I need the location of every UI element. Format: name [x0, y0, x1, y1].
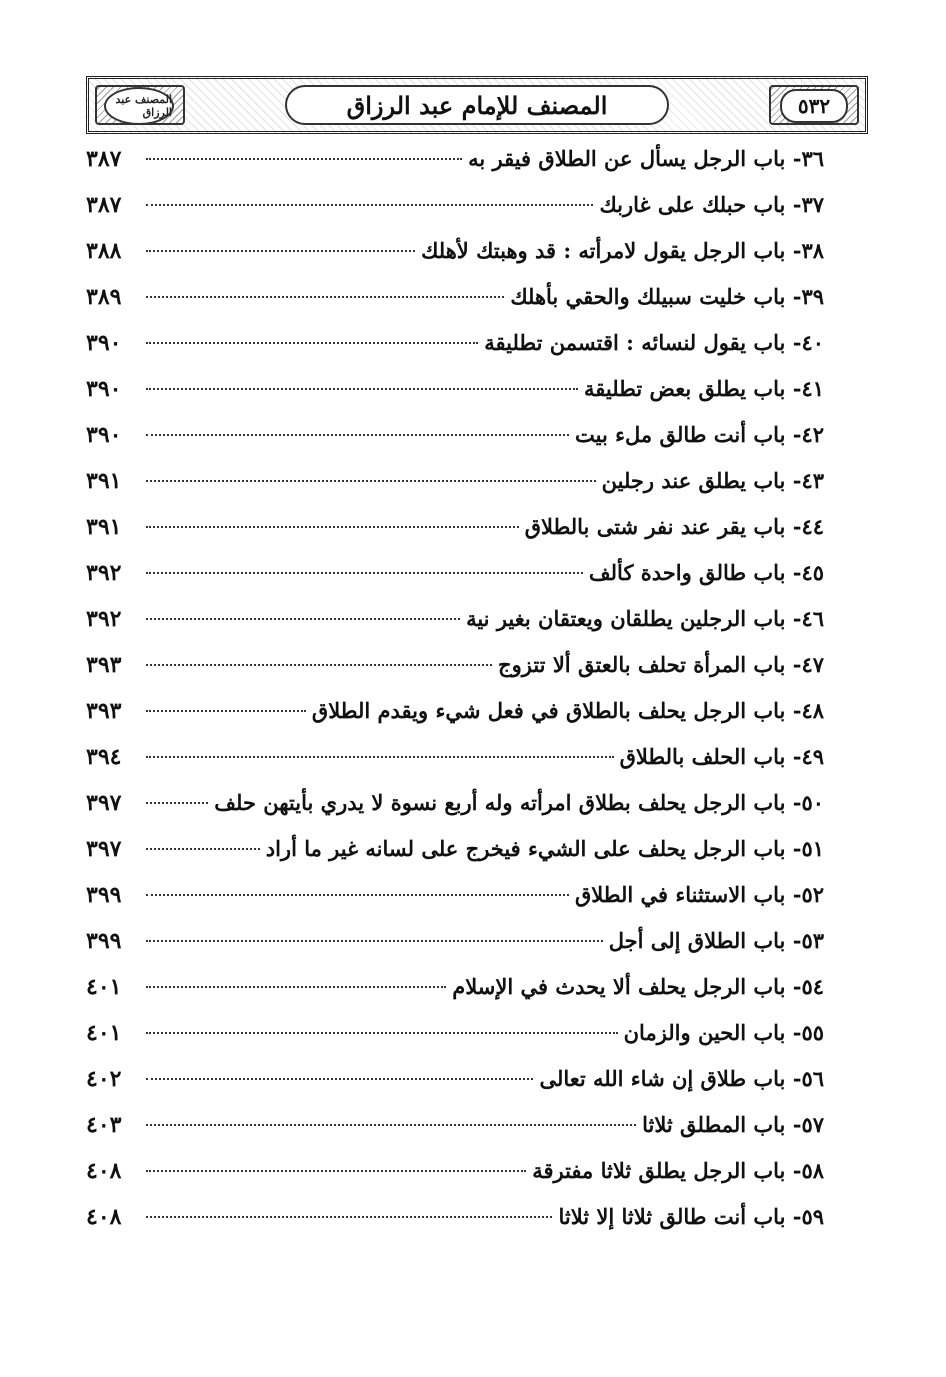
toc-entry-label: ٤٠- باب يقول لنسائه : اقتسمن تطليقة [484, 330, 824, 355]
toc-entry-page: ٣٨٧ [86, 146, 122, 172]
dot-leader [146, 1078, 533, 1080]
toc-entry [86, 928, 824, 974]
toc-entry-page: ٣٩٤ [86, 744, 122, 770]
toc-entry-page: ٤٠٣ [86, 1112, 122, 1138]
toc-entry [86, 1204, 824, 1250]
dot-leader [146, 664, 492, 666]
toc-entry-label: ٤٥- باب طالق واحدة كألف [588, 560, 824, 585]
toc-entry-page: ٤٠٢ [86, 1066, 122, 1092]
toc-entry-label: ٤٧- باب المرأة تحلف بالعتق ألا تتزوج [498, 652, 824, 677]
dot-leader [146, 342, 478, 344]
dot-leader [146, 1124, 636, 1126]
toc-entry-page: ٣٩٧ [86, 836, 122, 862]
toc-entry [86, 836, 824, 882]
dot-leader [146, 296, 504, 298]
toc-entry [86, 376, 824, 422]
toc-entry [86, 514, 824, 560]
toc-entry-page: ٣٩٠ [86, 422, 122, 448]
toc-entry-page: ٣٩٩ [86, 928, 122, 954]
dot-leader [146, 802, 208, 804]
toc-entry-page: ٣٨٩ [86, 284, 122, 310]
toc-entry [86, 974, 824, 1020]
toc-entry [86, 238, 824, 284]
dot-leader [146, 894, 569, 896]
toc-entry-label: ٥٤- باب الرجل يحلف ألا يحدث في الإسلام [452, 974, 824, 999]
toc-entry-label: ٥٥- باب الحين والزمان [623, 1020, 824, 1045]
toc-entry-label: ٥٣- باب الطلاق إلى أجل [608, 928, 824, 953]
dot-leader [146, 848, 260, 850]
dot-leader [146, 1216, 552, 1218]
header-ornament-right [769, 85, 859, 125]
toc-entry-label: ٤٩- باب الحلف بالطلاق [619, 744, 824, 769]
toc-entry-label: ٤١- باب يطلق بعض تطليقة [583, 376, 824, 401]
toc-entry [86, 744, 824, 790]
toc-entry-label: ٤٨- باب الرجل يحلف بالطلاق في فعل شيء ويقدم الطلاق [311, 698, 824, 723]
toc-entry-page: ٤٠٨ [86, 1204, 122, 1230]
toc-entry-page: ٤٠١ [86, 974, 122, 1000]
dot-leader [146, 1032, 618, 1034]
toc-entry [86, 652, 824, 698]
toc-entry-page: ٣٩٠ [86, 330, 122, 356]
dot-leader [146, 204, 593, 206]
toc-entry [86, 146, 824, 192]
toc-entry-label: ٥٠- باب الرجل يحلف بطلاق امرأته وله أربع نسوة لا يدري بأيتهن حلف [214, 790, 824, 815]
dot-leader [146, 526, 519, 528]
toc-entry [86, 1112, 824, 1158]
toc-entry-label: ٤٤- باب يقر عند نفر شتى بالطلاق [524, 514, 824, 539]
page-number: ٥٣٢ [780, 89, 848, 123]
dot-leader [146, 480, 596, 482]
dot-leader [146, 250, 415, 252]
toc-entry-label: ٤٢- باب أنت طالق ملء بيت [575, 422, 824, 447]
toc-entry-page: ٣٩٢ [86, 560, 122, 586]
book-title: المصنف للإمام عبد الرزاق [285, 85, 669, 125]
toc-entry-label: ٤٣- باب يطلق عند رجلين [601, 468, 824, 493]
page-header [86, 76, 868, 134]
dot-leader [146, 158, 462, 160]
toc-entry [86, 422, 824, 468]
toc-entry [86, 560, 824, 606]
toc-entry-label: ٣٩- باب خليت سبيلك والحقي بأهلك [510, 284, 824, 309]
toc-entry-label: ٥٢- باب الاستثناء في الطلاق [574, 882, 824, 907]
dot-leader [146, 388, 578, 390]
toc-entry-label: ٣٨- باب الرجل يقول لامرأته : قد وهبتك لأهلك [421, 238, 824, 263]
toc-entry-page: ٣٩٩ [86, 882, 122, 908]
toc-entry-page: ٣٩١ [86, 514, 122, 540]
toc-entry [86, 468, 824, 514]
dot-leader [146, 1170, 526, 1172]
toc-entry-page: ٣٩٣ [86, 652, 122, 678]
table-of-contents [86, 146, 824, 1250]
toc-entry-label: ٥٨- باب الرجل يطلق ثلاثا مفترقة [532, 1158, 824, 1183]
toc-entry [86, 1158, 824, 1204]
toc-entry-label: ٣٧- باب حبلك على غاربك [599, 192, 824, 217]
toc-entry [86, 698, 824, 744]
toc-entry-label: ٣٦- باب الرجل يسأل عن الطلاق فيقر به [468, 146, 824, 171]
toc-entry-page: ٤٠١ [86, 1020, 122, 1046]
toc-entry-label: ٥٧- باب المطلق ثلاثا [642, 1112, 824, 1137]
toc-entry-page: ٣٩٧ [86, 790, 122, 816]
toc-entry-page: ٤٠٨ [86, 1158, 122, 1184]
toc-entry-page: ٣٩٠ [86, 376, 122, 402]
toc-entry-page: ٣٩٣ [86, 698, 122, 724]
toc-entry-page: ٣٨٧ [86, 192, 122, 218]
dot-leader [146, 572, 583, 574]
dot-leader [146, 986, 446, 988]
toc-entry [86, 606, 824, 652]
dot-leader [146, 434, 569, 436]
toc-entry [86, 790, 824, 836]
dot-leader [146, 710, 306, 712]
toc-entry-label: ٥٦- باب طلاق إن شاء الله تعالى [539, 1066, 824, 1091]
toc-entry-label: ٤٦- باب الرجلين يطلقان ويعتقان بغير نية [466, 606, 824, 631]
toc-entry [86, 284, 824, 330]
header-ornament-left [95, 85, 185, 125]
toc-entry [86, 1066, 824, 1112]
dot-leader [146, 940, 603, 942]
toc-entry-page: ٣٩١ [86, 468, 122, 494]
toc-entry-page: ٣٩٢ [86, 606, 122, 632]
toc-entry [86, 192, 824, 238]
seal-text: المصنف عبد الرزاق [104, 87, 174, 125]
toc-entry [86, 882, 824, 928]
dot-leader [146, 618, 460, 620]
seal-logo [113, 93, 167, 117]
toc-entry-label: ٥٩- باب أنت طالق ثلاثا إلا ثلاثا [558, 1204, 824, 1229]
toc-entry-page: ٣٨٨ [86, 238, 122, 264]
toc-entry [86, 1020, 824, 1066]
toc-entry-label: ٥١- باب الرجل يحلف على الشيء فيخرج على لسانه غير ما أراد [265, 836, 824, 861]
toc-entry [86, 330, 824, 376]
dot-leader [146, 756, 614, 758]
